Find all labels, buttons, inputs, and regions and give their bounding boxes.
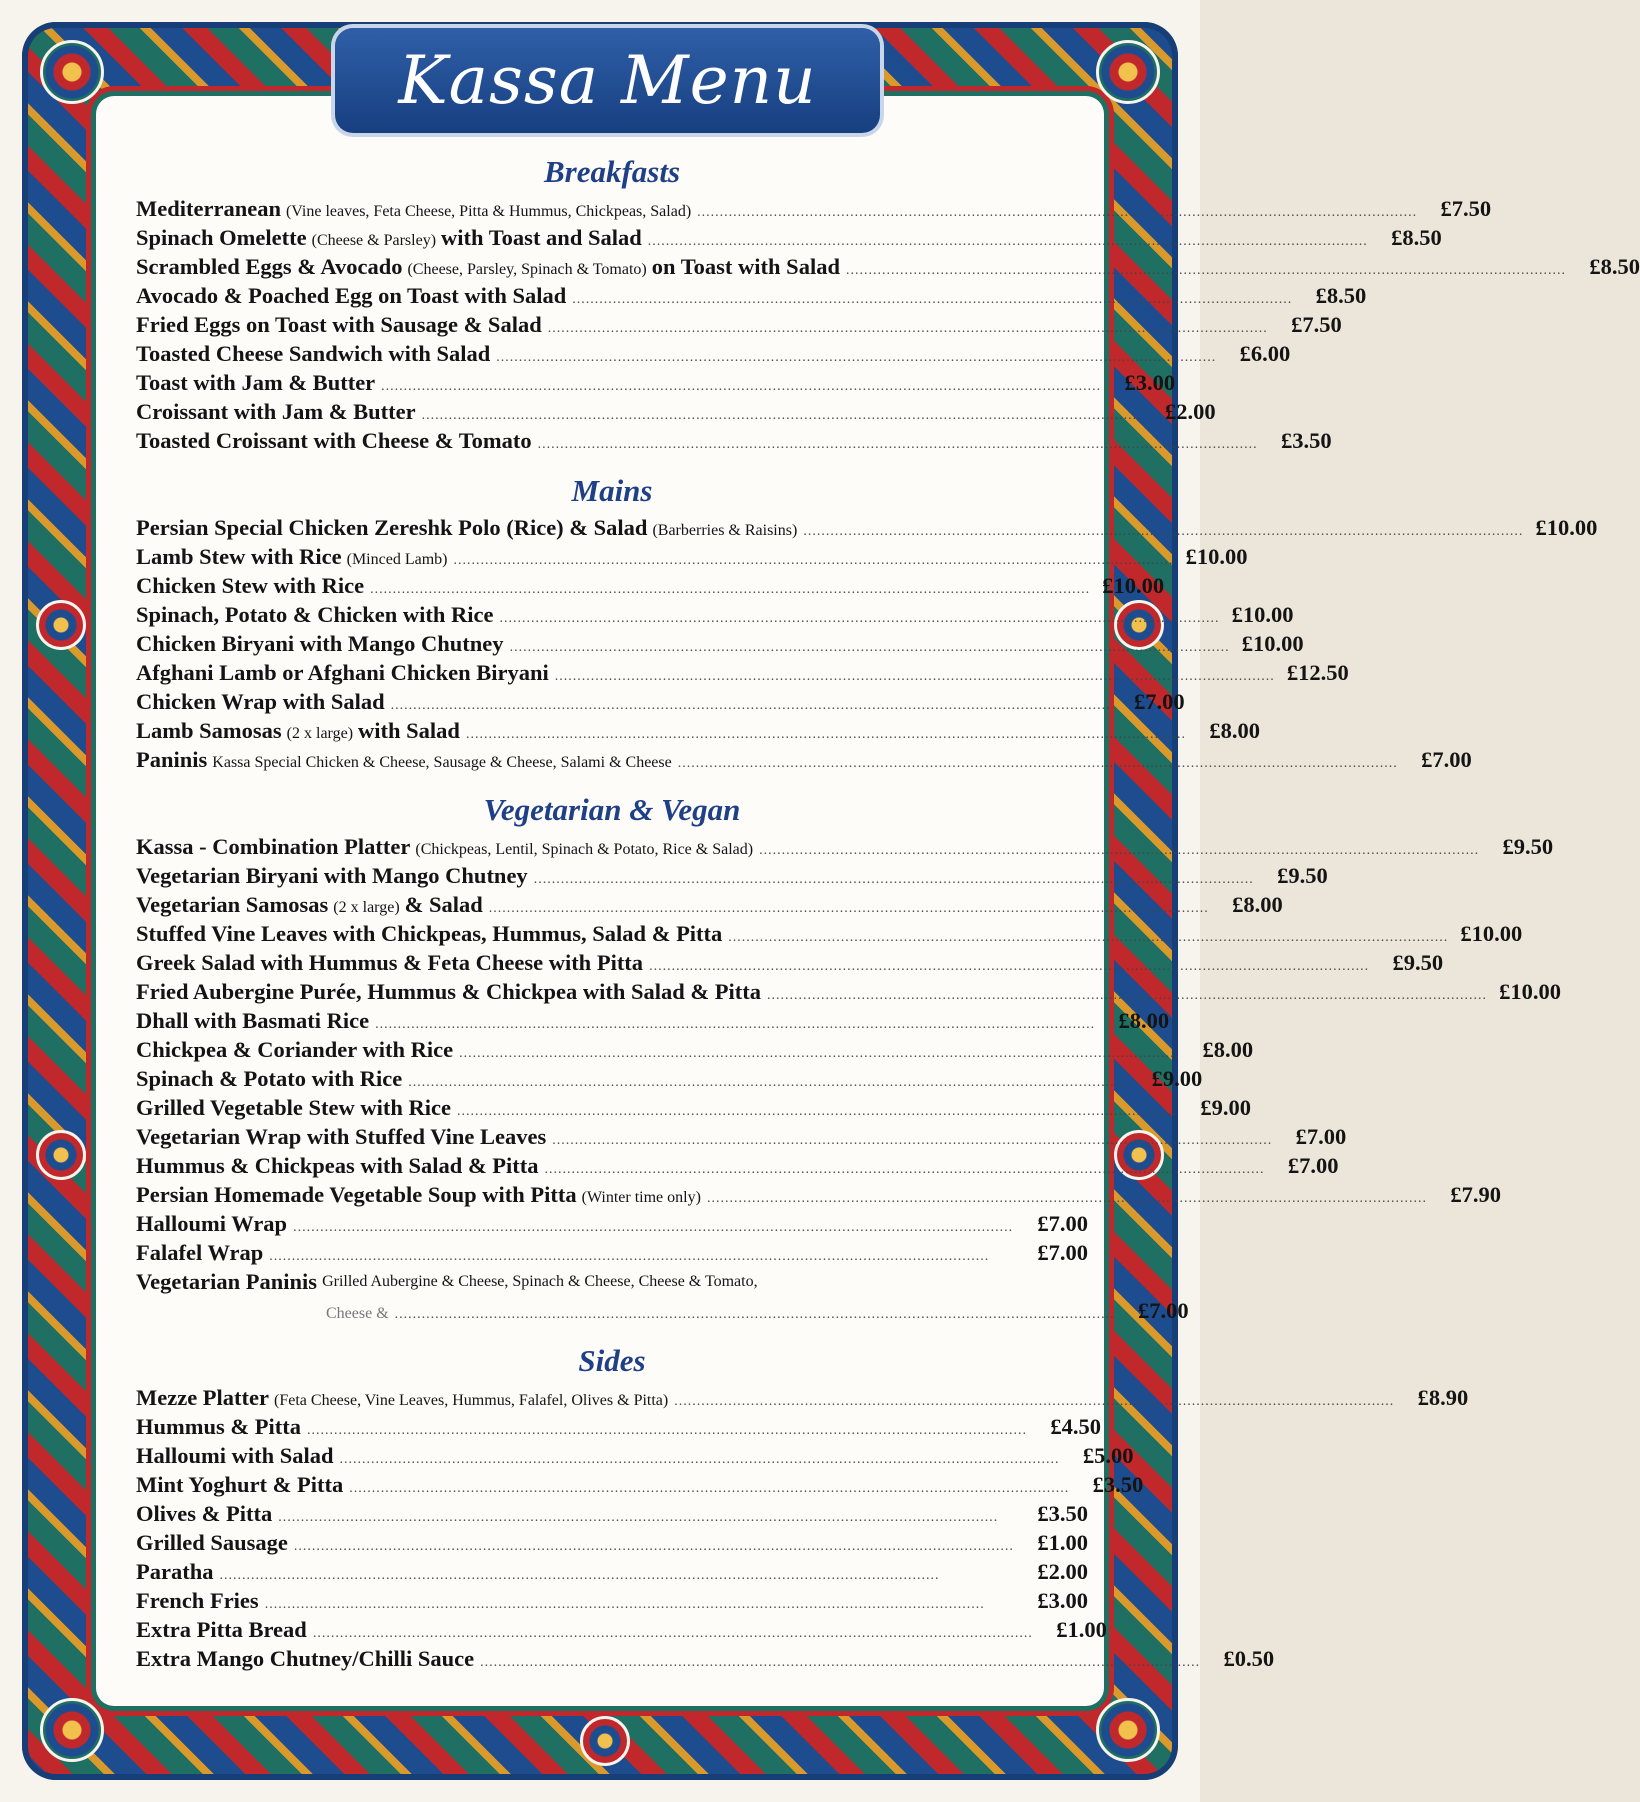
item-price: £8.00: [1209, 718, 1260, 743]
item-price: £3.00: [1037, 1588, 1088, 1613]
menu-item: [136, 745, 1472, 774]
dot-leader: ................................................................................................................................................................: [706, 1191, 1427, 1206]
menu-item: [136, 426, 1332, 455]
dot-leader: ................................................................................................................................................................: [554, 669, 1275, 684]
item-name: Vegetarian Wrap with Stuffed Vine Leaves: [136, 1124, 547, 1149]
dot-leader: ................................................................................................................................................................: [803, 524, 1524, 539]
dot-leader: ................................................................................................................................................................: [499, 611, 1220, 626]
menu-item: [136, 948, 1444, 977]
menu-item: [136, 1064, 1203, 1093]
menu-item: [136, 281, 1367, 310]
dot-leader: ................................................................................................................................................................: [537, 437, 1258, 452]
corner-ornament-icon: [40, 40, 104, 104]
item-price: £10.00: [1499, 979, 1561, 1004]
item-description: (Chickpeas, Lentil, Spinach & Potato, Rice & Salad): [415, 841, 754, 858]
menu-item: [136, 223, 1442, 252]
item-line: [136, 1296, 1189, 1325]
menu-item: [136, 629, 1304, 658]
dot-leader: ................................................................................................................................................................: [269, 1249, 990, 1264]
item-name-suffix: on Toast with Salad: [651, 254, 840, 279]
item-name: Fried Eggs on Toast with Sausage & Salad: [136, 312, 542, 337]
item-price: £8.00: [1232, 892, 1283, 917]
dot-leader: ................................................................................................................................................................: [697, 205, 1418, 220]
item-description: (Feta Cheese, Vine Leaves, Hummus, Falafel, Olives & Pitta): [274, 1392, 669, 1409]
item-name: Lamb Samosas: [136, 718, 282, 743]
dot-leader: ................................................................................................................................................................: [552, 1133, 1273, 1148]
item-price: £8.50: [1589, 254, 1640, 279]
item-price: £9.50: [1277, 863, 1328, 888]
corner-ornament-icon: [40, 1698, 104, 1762]
item-name: Vegetarian Paninis: [136, 1269, 318, 1294]
dot-leader: ................................................................................................................................................................: [278, 1510, 999, 1525]
menu-item: [136, 1383, 1469, 1412]
item-name: Lamb Stew with Rice: [136, 544, 342, 569]
item-description: (Cheese, Parsley, Spinach & Tomato): [407, 261, 647, 278]
item-price: £8.90: [1417, 1385, 1469, 1410]
item-name: Vegetarian Biryani with Mango Chutney: [136, 863, 528, 888]
border-knot-icon: [580, 1716, 630, 1766]
dot-leader: ................................................................................................................................................................: [509, 640, 1230, 655]
item-price: £10.00: [1102, 573, 1165, 598]
dot-leader: ................................................................................................................................................................: [264, 1597, 985, 1612]
item-description: (2 x large): [286, 725, 354, 742]
dot-leader: ................................................................................................................................................................: [759, 843, 1480, 858]
title-banner: [335, 28, 880, 133]
item-name: Toasted Cheese Sandwich with Salad: [136, 341, 491, 366]
item-name: Chicken Wrap with Salad: [136, 689, 385, 714]
menu-item: [136, 919, 1523, 948]
border-knot-icon: [36, 1130, 86, 1180]
dot-leader: ................................................................................................................................................................: [307, 1423, 1027, 1438]
item-name-suffix: & Salad: [404, 892, 483, 917]
menu-item: [136, 600, 1294, 629]
item-price: £3.50: [1281, 428, 1332, 453]
menu-item: [136, 339, 1291, 368]
item-price: £7.00: [1037, 1240, 1088, 1265]
item-name: French Fries: [136, 1588, 259, 1613]
item-price: £7.00: [1037, 1211, 1088, 1236]
menu-item: [136, 397, 1216, 426]
item-name: Grilled Sausage: [136, 1530, 288, 1555]
menu-item: [136, 1615, 1107, 1644]
menu-item: [136, 890, 1283, 919]
item-name: Paratha: [136, 1559, 214, 1584]
item-name-suffix: with Salad: [358, 718, 460, 743]
item-price: £4.50: [1050, 1414, 1101, 1439]
item-price: £2.00: [1164, 399, 1216, 424]
menu-item: [136, 1006, 1170, 1035]
item-description: Kassa Special Chicken & Cheese, Sausage & Cheese, Salami & Cheese: [212, 754, 672, 771]
dot-leader: ................................................................................................................................................................: [845, 263, 1566, 278]
item-price: £10.00: [1231, 602, 1294, 627]
item-name: Halloumi Wrap: [136, 1211, 288, 1236]
corner-ornament-icon: [1096, 1698, 1160, 1762]
item-name: Dhall with Basmati Rice: [136, 1008, 370, 1033]
menu-item: [136, 1209, 1088, 1238]
dot-leader: ................................................................................................................................................................: [647, 234, 1368, 249]
menu-item: [136, 1180, 1501, 1209]
item-description: Grilled Aubergine & Cheese, Spinach & Cheese, Cheese & Tomato,: [322, 1273, 758, 1290]
item-price: £8.50: [1391, 225, 1442, 250]
menu-item: [136, 1499, 1088, 1528]
item-name: Paninis: [136, 747, 208, 772]
item-line: [136, 1267, 1088, 1296]
item-name: Hummus & Pitta: [136, 1414, 301, 1439]
section-title: Vegetarian & Vegan: [483, 792, 741, 827]
menu-item: [136, 1470, 1144, 1499]
border-knot-icon: [36, 600, 86, 650]
item-name: Persian Homemade Vegetable Soup with Pitta: [136, 1182, 577, 1207]
item-name: Grilled Vegetable Stew with Rice: [136, 1095, 451, 1120]
dot-leader: ................................................................................................................................................................: [533, 872, 1254, 887]
menu-item: [136, 832, 1554, 861]
item-price: £3.50: [1092, 1472, 1144, 1497]
item-name: Croissant with Jam & Butter: [136, 399, 416, 424]
menu-item: [136, 861, 1328, 890]
menu-item: [136, 1557, 1088, 1586]
item-name: Vegetarian Samosas: [136, 892, 329, 917]
item-name: Mezze Platter: [136, 1385, 270, 1410]
item-price: £7.00: [1421, 747, 1472, 772]
dot-leader: ................................................................................................................................................................: [370, 582, 1091, 597]
item-price: £9.50: [1502, 834, 1554, 859]
item-price: £7.00: [1134, 689, 1185, 714]
menu-section: [136, 150, 1640, 455]
menu-item: [136, 252, 1640, 281]
item-price: £2.00: [1037, 1559, 1088, 1584]
menu-content: [136, 150, 1640, 1673]
dot-leader: ................................................................................................................................................................: [547, 321, 1268, 336]
item-description: (Vine leaves, Feta Cheese, Pitta & Hummus, Chickpeas, Salad): [285, 203, 692, 220]
item-price: £10.00: [1460, 921, 1523, 946]
item-price: £7.00: [1138, 1298, 1189, 1323]
dot-leader: ................................................................................................................................................................: [312, 1626, 1033, 1641]
item-price: £7.00: [1287, 1153, 1339, 1178]
menu-section: [136, 469, 1598, 774]
dot-leader: ................................................................................................................................................................: [381, 379, 1102, 394]
item-name: Mediterranean: [136, 196, 281, 221]
menu-section: [136, 1339, 1469, 1673]
item-price: £6.00: [1239, 341, 1291, 366]
dot-leader: ................................................................................................................................................................: [394, 1307, 1115, 1322]
menu-item: [136, 1035, 1254, 1064]
item-name: Greek Salad with Hummus & Feta Cheese with Pitta: [136, 950, 644, 975]
dot-leader: ................................................................................................................................................................: [339, 1452, 1060, 1467]
dot-leader: ................................................................................................................................................................: [572, 292, 1293, 307]
item-price: £8.50: [1315, 283, 1367, 308]
menu-item: [136, 310, 1342, 339]
dot-leader: ................................................................................................................................................................: [293, 1539, 1014, 1554]
item-name: Spinach Omelette: [136, 225, 307, 250]
menu-item: [136, 687, 1185, 716]
item-price: £9.00: [1200, 1095, 1251, 1120]
menu-item: [136, 1528, 1088, 1557]
dot-leader: ................................................................................................................................................................: [293, 1220, 1014, 1235]
menu-item: [136, 1151, 1339, 1180]
dot-leader: ................................................................................................................................................................: [674, 1394, 1395, 1409]
dot-leader: ................................................................................................................................................................: [390, 698, 1111, 713]
dot-leader: ................................................................................................................................................................: [465, 727, 1186, 742]
menu-item: [136, 542, 1248, 571]
item-price: £5.00: [1082, 1443, 1134, 1468]
item-price: £3.50: [1037, 1501, 1088, 1526]
corner-ornament-icon: [1096, 40, 1160, 104]
menu-item: [136, 716, 1260, 745]
menu-title: Kassa Menu: [398, 42, 817, 119]
menu-section: [136, 788, 1561, 1325]
item-price: £10.00: [1535, 515, 1598, 540]
item-price: £7.00: [1295, 1124, 1347, 1149]
item-name: Stuffed Vine Leaves with Chickpeas, Hummus, Salad & Pitta: [136, 921, 723, 946]
item-name: Toast with Jam & Butter: [136, 370, 376, 395]
item-name: Halloumi with Salad: [136, 1443, 334, 1468]
item-name: Chickpea & Coriander with Rice: [136, 1037, 454, 1062]
dot-leader: ................................................................................................................................................................: [456, 1104, 1177, 1119]
menu-item: [136, 368, 1176, 397]
item-name: Kassa - Combination Platter: [136, 834, 411, 859]
item-description: (Barberries & Raisins): [652, 522, 798, 539]
item-description: (2 x large): [333, 899, 400, 916]
section-title: Mains: [571, 473, 653, 508]
dot-leader: ................................................................................................................................................................: [408, 1075, 1129, 1090]
menu-item: [136, 1586, 1088, 1615]
dot-leader: ................................................................................................................................................................: [349, 1481, 1070, 1496]
item-price: £1.00: [1056, 1617, 1107, 1642]
menu-item: [136, 977, 1561, 1006]
menu-item: [136, 194, 1492, 223]
item-price: £8.00: [1118, 1008, 1170, 1033]
item-name: Falafel Wrap: [136, 1240, 264, 1265]
item-price: £10.00: [1241, 631, 1304, 656]
dot-leader: ................................................................................................................................................................: [488, 901, 1209, 916]
menu-item: [136, 513, 1598, 542]
item-name: Toasted Croissant with Cheese & Tomato: [136, 428, 532, 453]
menu-item: [136, 658, 1349, 687]
item-price: £12.50: [1286, 660, 1349, 685]
dot-leader: ................................................................................................................................................................: [649, 959, 1370, 974]
dot-leader: ................................................................................................................................................................: [496, 350, 1217, 365]
menu-item: [136, 1441, 1134, 1470]
item-name: Fried Aubergine Purée, Hummus & Chickpea with Salad & Pitta: [136, 979, 761, 1004]
item-price: £9.00: [1151, 1066, 1203, 1091]
dot-leader: ................................................................................................................................................................: [421, 408, 1142, 423]
item-price: £3.00: [1124, 370, 1176, 395]
item-price: £7.50: [1440, 196, 1492, 221]
item-description: (Minced Lamb): [346, 551, 448, 568]
dot-leader: ................................................................................................................................................................: [677, 756, 1398, 771]
item-name: Extra Pitta Bread: [136, 1617, 307, 1642]
section-title: Sides: [578, 1343, 646, 1378]
item-price: £1.00: [1037, 1530, 1088, 1555]
item-name: Chicken Biryani with Mango Chutney: [136, 631, 504, 656]
menu-item: [136, 1267, 1189, 1325]
item-name-suffix: with Toast and Salad: [441, 225, 642, 250]
item-name: Hummus & Chickpeas with Salad & Pitta: [136, 1153, 539, 1178]
dot-leader: ................................................................................................................................................................: [728, 930, 1449, 945]
item-price: £0.50: [1223, 1646, 1275, 1671]
item-name: Chicken Stew with Rice: [136, 573, 365, 598]
dot-leader: ................................................................................................................................................................: [544, 1162, 1265, 1177]
item-name: Olives & Pitta: [136, 1501, 273, 1526]
dot-leader: ................................................................................................................................................................: [219, 1568, 940, 1583]
item-name: Spinach & Potato with Rice: [136, 1066, 403, 1091]
item-name: Avocado & Poached Egg on Toast with Salad: [136, 283, 567, 308]
menu-item: [136, 1644, 1275, 1673]
item-name: Afghani Lamb or Afghani Chicken Biryani: [136, 660, 549, 685]
item-price: £7.90: [1450, 1182, 1501, 1207]
menu-item: [136, 1122, 1347, 1151]
item-price: £10.00: [1185, 544, 1248, 569]
item-price: £9.50: [1392, 950, 1444, 975]
dot-leader: ................................................................................................................................................................: [480, 1655, 1201, 1670]
dot-leader: ................................................................................................................................................................: [453, 553, 1174, 568]
item-description: (Cheese & Parsley): [311, 232, 437, 249]
item-name: Persian Special Chicken Zereshk Polo (Rice) & Salad: [136, 515, 648, 540]
section-title: Breakfasts: [543, 154, 681, 189]
item-name: Spinach, Potato & Chicken with Rice: [136, 602, 494, 627]
item-name: Extra Mango Chutney/Chilli Sauce: [136, 1646, 475, 1671]
item-name: Mint Yoghurt & Pitta: [136, 1472, 344, 1497]
item-description: (Winter time only): [581, 1189, 701, 1206]
menu-item: [136, 1093, 1251, 1122]
dot-leader: ................................................................................................................................................................: [459, 1046, 1180, 1061]
dot-leader: ................................................................................................................................................................: [767, 988, 1487, 1003]
menu-item: [136, 571, 1165, 600]
item-price: £7.50: [1291, 312, 1342, 337]
item-name: Scrambled Eggs & Avocado: [136, 254, 403, 279]
item-description: Cheese &: [326, 1305, 389, 1322]
menu-item: [136, 1412, 1101, 1441]
item-price: £8.00: [1202, 1037, 1254, 1062]
dot-leader: ................................................................................................................................................................: [375, 1017, 1096, 1032]
menu-item: [136, 1238, 1088, 1267]
